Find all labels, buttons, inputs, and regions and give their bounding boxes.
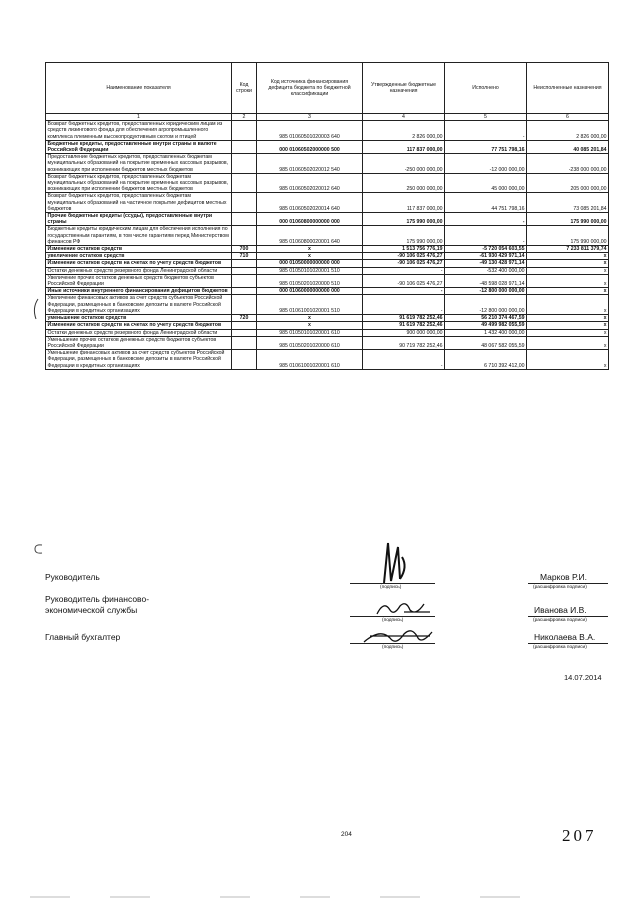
finance-signature-line (350, 616, 435, 617)
table-row (46, 322, 609, 329)
cell-name: Увеличение прочих остатков денежных средств бюджетов субъектов Российской Федерации (46, 274, 232, 287)
cell-executed: -5 720 054 603,55 (445, 246, 527, 253)
header-executed: Исполнено (445, 63, 527, 114)
table-row (46, 315, 609, 322)
accountant-signature-caption: (подпись) (382, 645, 404, 650)
cell-unexecuted: 73 085 201,84 (527, 193, 609, 213)
finance-label: Руководитель финансово-экономической службы (45, 594, 150, 615)
cell-unexecuted: 2 826 000,00 (527, 121, 609, 141)
cell-line (232, 140, 257, 153)
cell-code: x (257, 322, 363, 329)
cell-approved: 175 990 000,00 (363, 226, 445, 246)
table-row (46, 121, 609, 141)
margin-bracket-mark (30, 298, 40, 320)
cell-name: Изменение остатков средств (46, 246, 232, 253)
cell-name: Возврат бюджетных кредитов, предоставленных юридическим лицам из средств лизингового фонда для обеспечения агропромышленного комплекса племенным высокопродуктивным скотом и птицей (46, 121, 232, 141)
cell-name: Бюджетные кредиты юридическим лицам для обеспечения исполнения по государственным гарантиям, в том числе гарантиям перед Министерством финансов РФ (46, 226, 232, 246)
cell-line (232, 260, 257, 267)
cell-unexecuted: x (527, 329, 609, 336)
column-number: 5 (445, 114, 527, 121)
cell-approved: 117 837 000,00 (363, 193, 445, 213)
table-row (46, 336, 609, 349)
page-number: 204 (341, 831, 352, 838)
cell-executed: - (445, 213, 527, 226)
cell-name: Возврат бюджетных кредитов, предоставленных бюджетам муниципальных образований на частичное покрытие дефицитов местных бюджетов (46, 193, 232, 213)
cell-code: 985 01060502020012 640 (257, 173, 363, 193)
cell-code: 000 01050000000000 000 (257, 260, 363, 267)
table-row (46, 154, 609, 174)
cell-executed: 45 000 000,00 (445, 173, 527, 193)
cell-code: 985 01061001020001 510 (257, 295, 363, 315)
cell-unexecuted: x (527, 260, 609, 267)
cell-executed: -12 800 000 000,00 (445, 288, 527, 295)
cell-name: Изменение остатков средств на счетах по учету средств бюджетов (46, 260, 232, 267)
cell-executed: 1 432 400 000,00 (445, 329, 527, 336)
table-row (46, 193, 609, 213)
table-row (46, 213, 609, 226)
cell-approved: -250 000 000,00 (363, 154, 445, 174)
cell-approved: 900 000 000,00 (363, 329, 445, 336)
cell-unexecuted: x (527, 336, 609, 349)
cell-executed: 44 751 798,16 (445, 193, 527, 213)
budget-sources-table (45, 62, 609, 370)
cell-executed: - (445, 121, 527, 141)
scan-edge-marks (0, 893, 640, 901)
column-number: 6 (527, 114, 609, 121)
cell-approved: 2 826 000,00 (363, 121, 445, 141)
cell-executed: -12 000 000,00 (445, 154, 527, 174)
column-number: 1 (46, 114, 232, 121)
cell-name: Уменьшение финансовых активов за счет средств субъектов Российской Федерации, размещенных в банковские депозиты в валюте Российской Федерации в кредитных организациях (46, 350, 232, 370)
cell-code: 985 01050101020001 510 (257, 267, 363, 274)
cell-unexecuted: x (527, 274, 609, 287)
accountant-signature-line (350, 643, 435, 644)
cell-executed: 6 710 392 412,00 (445, 350, 527, 370)
cell-line: 720 (232, 315, 257, 322)
cell-code: 985 01060800020001 640 (257, 226, 363, 246)
cell-approved: -90 106 025 476,27 (363, 274, 445, 287)
cell-line (232, 295, 257, 315)
header-unexecuted: Неисполненные назначения (527, 63, 609, 114)
table-row (46, 274, 609, 287)
cell-line (232, 288, 257, 295)
cell-name: Предоставление бюджетных кредитов, предоставленных бюджетам муниципальных образований на покрытие временных кассовых разрывов, возникающих при исполнении бюджетов местных бюджетов (46, 154, 232, 174)
cell-executed: 48 067 582 055,59 (445, 336, 527, 349)
header-line-code: Код строки (232, 63, 257, 114)
cell-code: 985 01060502020012 540 (257, 154, 363, 174)
finance-signature-caption: (подпись) (382, 618, 404, 623)
cell-unexecuted: 7 233 811 379,74 (527, 246, 609, 253)
cell-approved: 117 837 000,00 (363, 140, 445, 153)
column-number: 2 (232, 114, 257, 121)
cell-executed: -12 800 000 000,00 (445, 295, 527, 315)
cell-approved: - (363, 295, 445, 315)
cell-line (232, 267, 257, 274)
column-number: 3 (257, 114, 363, 121)
cell-code: x (257, 315, 363, 322)
finance-name: Иванова И.В. (534, 605, 587, 615)
cell-unexecuted: 175 990 000,00 (527, 226, 609, 246)
cell-name: Изменение остатков средств на счетах по учету средств бюджетов (46, 322, 232, 329)
table-header-row (46, 63, 609, 114)
cell-code: 985 01050201020000 510 (257, 274, 363, 287)
cell-name: Уменьшение прочих остатков денежных средств бюджетов субъектов Российской Федерации (46, 336, 232, 349)
cell-approved: 91 619 782 252,46 (363, 315, 445, 322)
cell-approved: - (363, 267, 445, 274)
cell-executed: 56 210 374 467,59 (445, 315, 527, 322)
head-signature (378, 537, 412, 585)
report-date: 14.07.2014 (564, 673, 602, 682)
cell-name: Остатки денежных средств резервного фонда Ленинградской области (46, 267, 232, 274)
cell-executed: -48 598 028 971,14 (445, 274, 527, 287)
cell-code: 985 01060501020003 640 (257, 121, 363, 141)
cell-approved: -90 106 025 476,27 (363, 253, 445, 260)
cell-approved: - (363, 288, 445, 295)
cell-executed: - (445, 226, 527, 246)
cell-approved: -90 106 025 476,27 (363, 260, 445, 267)
head-name: Марков Р.И. (540, 572, 587, 582)
cell-unexecuted: x (527, 288, 609, 295)
table-row (46, 350, 609, 370)
cell-unexecuted: x (527, 315, 609, 322)
cell-code: 985 01050101020001 610 (257, 329, 363, 336)
cell-code: 985 01060502020014 640 (257, 193, 363, 213)
column-number: 4 (363, 114, 445, 121)
cell-approved: 250 000 000,00 (363, 173, 445, 193)
cell-line (232, 329, 257, 336)
cell-name: увеличение остатков средств (46, 253, 232, 260)
cell-executed: 49 499 982 055,59 (445, 322, 527, 329)
stamped-page-number: 207 (562, 826, 597, 845)
cell-executed: 77 751 798,16 (445, 140, 527, 153)
cell-line (232, 226, 257, 246)
cell-executed: -49 130 428 971,14 (445, 260, 527, 267)
accountant-label: Главный бухгалтер (45, 632, 121, 642)
cell-line: 700 (232, 246, 257, 253)
cell-name: Остатки денежных средств резервного фонда Ленинградской области (46, 329, 232, 336)
accountant-name: Николаева В.А. (534, 632, 596, 642)
cell-code: 000 01060800000000 000 (257, 213, 363, 226)
table-row (46, 253, 609, 260)
cell-approved: - (363, 350, 445, 370)
head-signature-caption: (подпись) (380, 585, 402, 590)
table-row (46, 288, 609, 295)
cell-name: Прочие бюджетные кредиты (ссуды), предоставленные внутри страны (46, 213, 232, 226)
cell-unexecuted: x (527, 295, 609, 315)
cell-unexecuted: 205 000 000,00 (527, 173, 609, 193)
cell-name: Иные источники внутреннего финансирования дефицитов бюджетов (46, 288, 232, 295)
column-number-row (46, 114, 609, 121)
finance-name-line (528, 616, 608, 617)
cell-unexecuted: -238 000 000,00 (527, 154, 609, 174)
cell-name: Возврат бюджетных кредитов, предоставленных бюджетам муниципальных образований на покрытие временных кассовых разрывов, возникающих при исполнении бюджетов местных бюджетов (46, 173, 232, 193)
cell-unexecuted: x (527, 350, 609, 370)
header-source-code: Код источника финансирования дефицита бюджета по бюджетной классификации (257, 63, 363, 114)
cell-code: x (257, 246, 363, 253)
accountant-decode-caption: (расшифровка подписи) (533, 645, 587, 650)
cell-code: 985 01050201020000 610 (257, 336, 363, 349)
cell-line (232, 213, 257, 226)
table-row (46, 329, 609, 336)
cell-unexecuted: 175 990 000,00 (527, 213, 609, 226)
table-row (46, 173, 609, 193)
cell-line (232, 154, 257, 174)
cell-code: 000 01060000000000 000 (257, 288, 363, 295)
cell-line (232, 274, 257, 287)
table-row (46, 260, 609, 267)
finance-decode-caption: (расшифровка подписи) (533, 618, 587, 623)
cell-unexecuted: x (527, 267, 609, 274)
head-name-line (528, 583, 608, 584)
cell-line (232, 173, 257, 193)
cell-name: Увеличение финансовых активов за счет средств субъектов Российской Федерации, размещенных в банковские депозиты в валюте Российской Федерации в кредитных организациях (46, 295, 232, 315)
cell-code: 000 01060502000000 500 (257, 140, 363, 153)
cell-approved: 1 513 756 776,19 (363, 246, 445, 253)
table-row (46, 140, 609, 153)
head-label: Руководитель (45, 572, 100, 582)
header-approved: Утвержденные бюджетные назначения (363, 63, 445, 114)
cell-executed: -61 930 429 971,14 (445, 253, 527, 260)
accountant-name-line (528, 643, 608, 644)
head-decode-caption: (расшифровка подписи) (533, 585, 587, 590)
head-signature-line (350, 583, 435, 584)
cell-code: x (257, 253, 363, 260)
cell-line (232, 322, 257, 329)
margin-circle-mark (33, 543, 45, 555)
table-row (46, 246, 609, 253)
cell-approved: 91 619 782 252,46 (363, 322, 445, 329)
cell-code: 985 01061001020001 610 (257, 350, 363, 370)
cell-line (232, 350, 257, 370)
table-row (46, 295, 609, 315)
cell-line (232, 336, 257, 349)
cell-line (232, 193, 257, 213)
cell-approved: 175 990 000,00 (363, 213, 445, 226)
table-row (46, 267, 609, 274)
cell-approved: 90 719 782 252,46 (363, 336, 445, 349)
header-indicator-name: Наименование показателя (46, 63, 232, 114)
cell-unexecuted: x (527, 322, 609, 329)
cell-line: 710 (232, 253, 257, 260)
cell-executed: -532 400 000,00 (445, 267, 527, 274)
cell-unexecuted: x (527, 253, 609, 260)
cell-line (232, 121, 257, 141)
cell-name: уменьшение остатков средств (46, 315, 232, 322)
cell-unexecuted: 40 085 201,84 (527, 140, 609, 153)
table-row (46, 226, 609, 246)
cell-name: Бюджетные кредиты, предоставленные внутри страны в валюте Российской Федерации (46, 140, 232, 153)
